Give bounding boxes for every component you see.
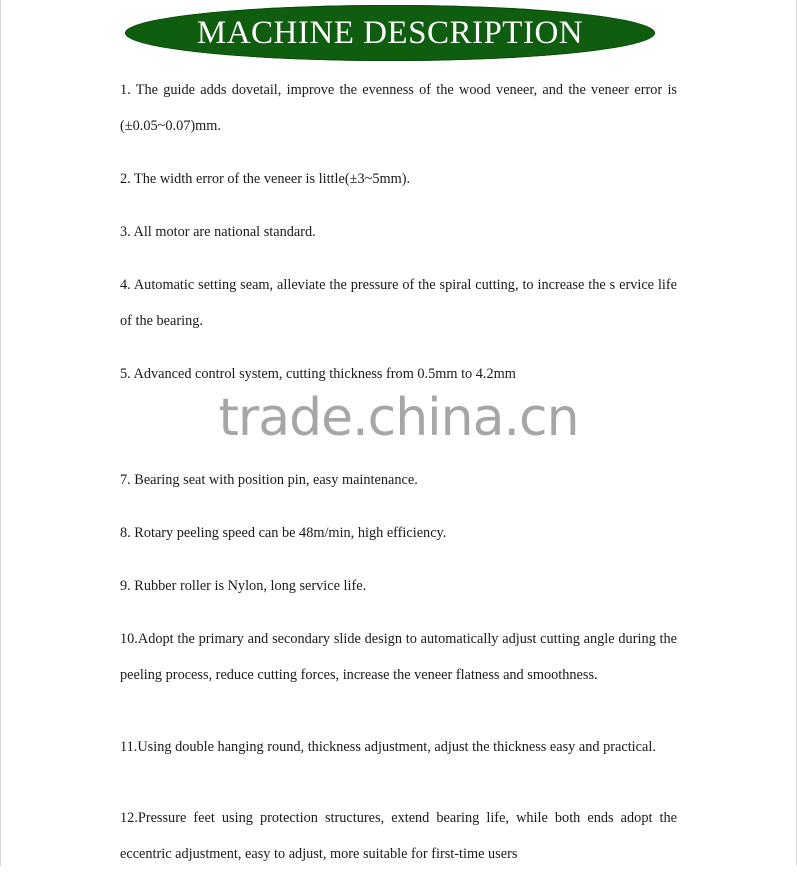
description-item-9: 9. Rubber roller is Nylon, long service life.: [120, 578, 367, 594]
description-item-11: 11.Using double hanging round, thickness adjustment, adjust the thickness easy and practical.: [120, 739, 656, 755]
description-item-10: 10.Adopt the primary and secondary slide design to automatically adjust cutting angle during the peeling process, reduce cutting forces, increase the veneer flatness and smoothness.: [120, 631, 677, 683]
title-banner: [125, 5, 655, 61]
description-item-5: 5. Advanced control system, cutting thickness from 0.5mm to 4.2mm: [120, 366, 516, 382]
description-item-2: 2. The width error of the veneer is little(±3~5mm).: [120, 171, 411, 187]
description-item-3: 3. All motor are national standard.: [120, 224, 316, 240]
description-item-12: 12.Pressure feet using protection structures, extend bearing life, while both ends adopt the eccentric adjustment, easy to adjust, more suitable for first-time users: [120, 810, 677, 862]
description-item-4: 4. Automatic setting seam, alleviate the pressure of the spiral cutting, to increase the s ervice life of the bearing.: [120, 277, 677, 329]
description-item-1: 1. The guide adds dovetail, improve the evenness of the wood veneer, and the veneer error is (±0.05~0.07)mm.: [120, 82, 677, 134]
description-item-7: 7. Bearing seat with position pin, easy maintenance.: [120, 472, 418, 488]
page-title: MACHINE DESCRIPTION: [196, 14, 584, 51]
watermark-text: trade.china.cn: [212, 388, 584, 448]
description-item-8: 8. Rotary peeling speed can be 48m/min, high efficiency.: [120, 525, 447, 541]
